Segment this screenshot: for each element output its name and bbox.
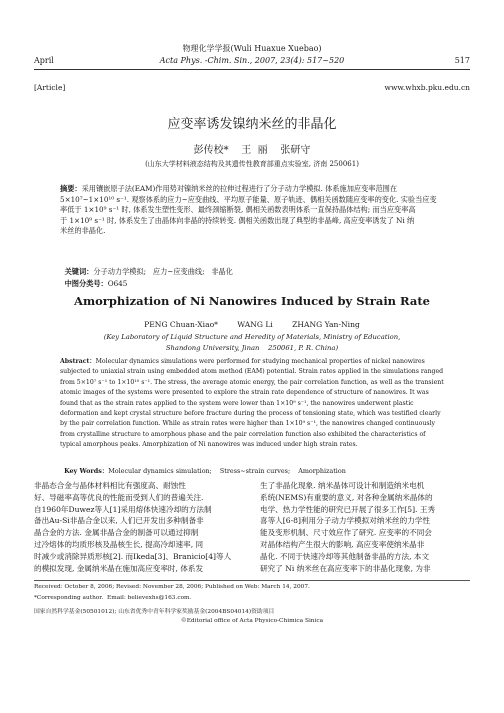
en-abstract-line: atomic images of the systems were presented to explore the strain rate dependence of structure of nanowires. It was <box>60 389 429 397</box>
en-title: Amorphization of Ni Nanowires Induced by Strain Rate <box>74 294 430 308</box>
body-line: 生了非晶化现象. 纳米晶体可设计和制造纳米电机 <box>260 481 425 490</box>
en-abstract-line: from crystalline structure to amorphous phase and the pair correlation function also exhibited the characteristics of <box>60 430 426 438</box>
body-line: 备出Au-Si非晶合金以来, 人们已开发出多种制备非 <box>34 516 204 526</box>
body-line: 自1960年Duwez等人[1]采用熔体快速冷却的方法制 <box>34 504 212 514</box>
en-abstract-line: Molecular dynamics simulations were performed for studying mechanical properties of nickel nanowires <box>95 358 425 365</box>
cn-clc-label: 中图分类号： <box>64 279 108 288</box>
corresponding-author: *Corresponding author. Email: believexhs@163.com. <box>34 595 192 601</box>
cn-authors: 彭传校* 王 丽 张研守 <box>193 145 311 156</box>
body-line: 喜等人[6-8]利用分子动力学模拟对纳米丝的力学性 <box>260 516 431 526</box>
body-line: 好、导磁率高等优良的性能而受到人们的普遍关注. <box>34 492 204 502</box>
en-abstract-line: by the pair correlation function. While as strain rates were higher than 1×10⁹ s⁻¹, the nanowires changed continuously <box>60 420 436 428</box>
body-line: 晶合金的方法. 金属非晶合金的制备可以通过抑制 <box>34 528 199 538</box>
en-abstract-line: found that as the strain rates applied to the system were lower than 1×10⁹ s⁻¹, the nanowires underwent plastic <box>60 399 414 407</box>
cn-abstract-label: 摘要： <box>60 184 82 193</box>
journal-name-cn: 物理化学学报(Wuli Huaxue Xuebao) <box>182 44 322 53</box>
body-line: 研究了 Ni 纳米丝在高应变率下的非晶化现象, 为非 <box>260 563 431 573</box>
body-line: 时减少或消除异质形核[2]. 而Ikeda[3]、Branicio[4]等人 <box>34 551 232 561</box>
journal-citation: Acta Phys. -Chim. Sin., 2007, 23(4): 517~520 <box>159 56 345 65</box>
body-line: 电学、热力学性能的研究已开展了很多工作[5]. 王秀 <box>260 504 436 514</box>
body-line: 的模拟发现, 金属纳米晶在施加高应变率时, 体系发 <box>34 563 204 573</box>
page-number: 517 <box>454 56 470 65</box>
received-dates: Received: October 8, 2006; Revised: November 28, 2006; Published on Web: March 14, 2007. <box>34 584 310 590</box>
copyright-notice: ©Editorial office of Acta Physico-Chimica Sinica <box>180 618 324 624</box>
en-abstract <box>60 357 444 451</box>
en-authors: PENG Chuan-Xiao* WANG Li ZHANG Yan-Ning <box>144 320 360 329</box>
article-type: [Article] <box>34 83 66 92</box>
en-keywords <box>60 458 346 475</box>
en-keywords-text: Molecular dynamics simulation; Stress~strain curves; Amorphization <box>108 467 346 475</box>
issue-month: April <box>34 56 54 65</box>
body-line: 对晶体结构产生很大的影响, 高应变率使纳米晶非 <box>260 539 425 549</box>
cn-abstract-line: 5×10⁷~1×10¹⁰ s⁻¹. 观察体系的应力~应变曲线、平均原子能量、原子轨迹、偶相关函数随应变率的变化. 实验当应变 <box>60 194 437 204</box>
body-right-column <box>260 480 470 574</box>
en-abstract-label: Abstract： <box>60 358 96 365</box>
footer-rule <box>34 580 470 581</box>
cn-abstract-line: 于 1×10⁹ s⁻¹ 时, 体系发生了由晶体向非晶的持续转变. 偶相关函数出现了典型的非晶峰, 高应变率诱发了 Ni 纳 <box>60 215 415 225</box>
cn-keywords-label: 关键词： <box>64 267 94 276</box>
cn-abstract-line: 率低于 1×10⁹ s⁻¹ 时, 体系发生塑性变形、最终颈缩断裂, 偶相关函数表明体系一直保持晶体结构; 而当应变率高 <box>60 205 416 215</box>
en-abstract-line: deformation and kept crystal structure before fracture during the process of tensioning state, which was testified clearly <box>60 409 441 417</box>
cn-clc-code: O645 <box>107 279 128 288</box>
en-abstract-line: subjected to uniaxial strain using embedded atom method (EAM) potential. Strain rates applied in the simulations ranged <box>60 368 444 376</box>
body-left-column <box>34 480 244 574</box>
cn-clc <box>60 270 127 289</box>
cn-abstract-line: 采用镶嵌原子法(EAM)作用势对镍纳米丝的拉伸过程进行了分子动力学模拟. 体系施加应变率范围在 <box>81 184 398 193</box>
body-line: 晶化. 不同于快速冷却等其他制备非晶的方法, 本文 <box>260 551 430 561</box>
header-rule <box>34 69 470 70</box>
body-line: 能及变形机制、尺寸效应作了研究. 应变率的不同会 <box>260 528 432 538</box>
en-affiliation-2: Shandong University, Jinan 250061, P. R. China) <box>165 344 339 352</box>
body-line: 系统(NEMS)有重要的意义, 对各种金属纳米晶体的 <box>260 492 433 502</box>
cn-abstract <box>60 184 444 237</box>
body-line: 过冷熔体的均质形核及晶核生长, 提高冷却速率, 同 <box>34 539 204 549</box>
journal-website[interactable]: www.whxb.pku.edu.cn <box>384 83 470 92</box>
en-affiliation-1: (Key Laboratory of Liquid Structure and Heredity of Materials, Ministry of Education, <box>103 333 401 341</box>
en-abstract-line: from 5×10⁷ s⁻¹ to 1×10¹⁰ s⁻¹. The stress, the average atomic energy, the pair correlation function, as well as the transient <box>60 378 444 386</box>
cn-title: 应变率诱发镍纳米丝的非晶化 <box>167 117 337 132</box>
cn-abstract-line: 米丝的非晶化. <box>60 226 106 236</box>
funding-note: 国家自然科学基金(50501012); 山东省优秀中青年科学家奖励基金(2004BS04014)资助项目 <box>34 609 275 615</box>
en-keywords-label: Key Words： <box>64 467 109 475</box>
en-abstract-line: typical amorphous peaks. Amorphization of Ni nanowires was induced under high strain rates. <box>60 441 358 449</box>
cn-keywords-text: 分子动力学模拟; 应力~应变曲线; 非晶化 <box>93 267 233 276</box>
cn-affiliation: (山东大学材料液态结构及其遗传性教育部重点实验室, 济南 250061) <box>145 160 359 168</box>
body-line: 非晶态合金与晶体材料相比有强度高、耐蚀性 <box>34 481 186 490</box>
